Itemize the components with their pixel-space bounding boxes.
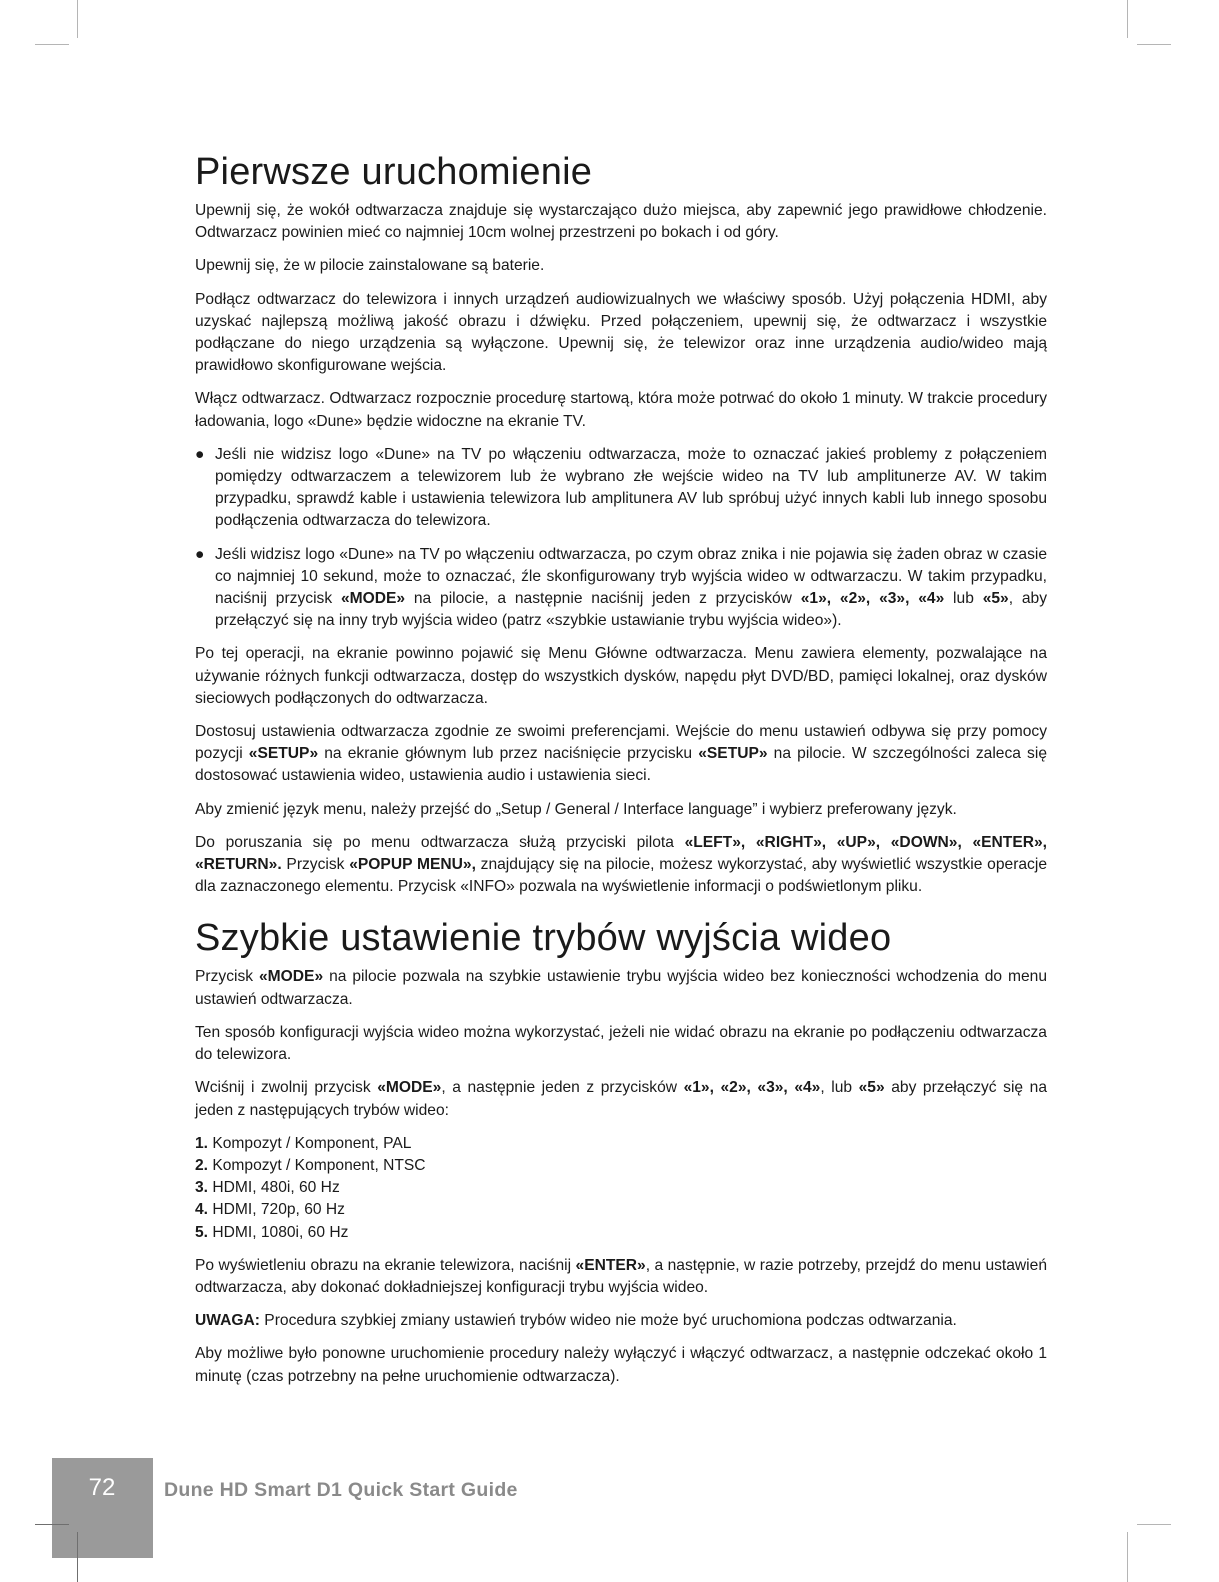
video-mode-list: [195, 1133, 1047, 1244]
paragraph: Podłącz odtwarzacz do telewizora i innych urządzeń audiowizualnych we właściwy sposób. Użyj połączenia HDMI, aby uzyskać najlepszą możliwą jakość obrazu i dźwięku. Przed połączeniem, upewnij się, że odtwarzacz i wszystkie podłączane do niego urządzenia są wyłączone. Upewnij się, że telewizor oraz inne urządzenia audio/wideo mają prawidłowo skonfigurowane wejścia.: [195, 290, 1047, 375]
crop-mark: [1127, 0, 1128, 38]
paragraph: Wciśnij i zwolnij przycisk «MODE», a następnie jeden z przycisków «1», «2», «3», «4», lub «5» aby przełączyć się na jeden z następujących trybów wideo:: [195, 1079, 1047, 1119]
paragraph: Do poruszania się po menu odtwarzacza służą przyciski pilota «LEFT», «RIGHT», «UP», «DOWN», «ENTER», «RETURN». Przycisk «POPUP MENU», znajdujący się na pilocie, możesz wykorzystać, aby wyświetlić wszystkie operacje dla zaznaczonego elementu. Przycisk «INFO» pozwala na wyświetlenie informacji o podświetlonym pliku.: [195, 833, 1048, 896]
paragraph: Ten sposób konfiguracji wyjścia wideo można wykorzystać, jeżeli nie widać obrazu na ekranie po podłączeniu odtwarzacza do telewizora.: [195, 1023, 1047, 1064]
crop-mark: [35, 44, 69, 45]
paragraph: Po tej operacji, na ekranie powinno pojawić się Menu Główne odtwarzacza. Menu zawiera elementy, pozwalające na używanie różnych funkcji odtwarzacza, dostęp do wszystkich dysków, napędu płyt DVD/BD, pamięci lokalnej, oraz dysków sieciowych podłączonych do odtwarzacza.: [195, 645, 1047, 707]
paragraph: Upewnij się, że w pilocie zainstalowane są baterie.: [195, 257, 545, 275]
list-item: 5. HDMI, 1080i, 60 Hz: [195, 1223, 349, 1241]
bullet-item: [195, 544, 1047, 633]
paragraph: Dostosuj ustawienia odtwarzacza zgodnie ze swoimi preferencjami. Wejście do menu ustawień odbywa się przy pomocy pozycji «SETUP» na ekranie głównym lub przez naciśnięcie przycisku «SETUP» na pilocie. W szczególności zaleca się dostosować ustawienia wideo, ustawienia audio i ustawienia sieci.: [195, 723, 1047, 785]
paragraph: Aby zmienić język menu, należy przejść do „Setup / General / Interface language” i wybierz preferowany język.: [195, 800, 957, 818]
page-number: 72: [88, 1474, 116, 1501]
bullet-text: Jeśli widzisz logo «Dune» na TV po włączeniu odtwarzacza, po czym obraz znika i nie pojawia się żaden obraz w czasie co najmniej 10 sekund, może to oznaczać, źle skonfigurowany tryb wyjścia wideo w odtwarzaczu. W takim przypadku, naciśnij przycisk «MODE» na pilocie, a następnie naciśnij jeden z przycisków «1», «2», «3», «4» lub «5», aby przełączyć się na inny tryb wyjścia wideo (patrz «szybkie ustawianie trybu wyjścia wideo»).: [215, 545, 1048, 630]
bullet-text: Jeśli nie widzisz logo «Dune» na TV po włączeniu odtwarzacza, może to oznaczać jakieś problemy z połączeniem pomiędzy odtwarzaczem a telewizorem lub że wybrano złe wejście wideo na TV lub amplitunerze AV. W takim przypadku, sprawdź kable i ustawienia telewizora lub amplitunera AV lub spróbuj użyć innych kabli lub innego sposobu podłączenia odtwarzacza do telewizora.: [215, 445, 1047, 530]
crop-mark: [1137, 1524, 1171, 1525]
crop-mark: [1127, 1532, 1128, 1582]
page-content: [195, 150, 1047, 1399]
list-item: 4. HDMI, 720p, 60 Hz: [195, 1201, 345, 1219]
note-paragraph: UWAGA: Procedura szybkiej zmiany ustawień trybów wideo nie może być uruchomiona podczas odtwarzania.: [195, 1312, 957, 1330]
crop-mark: [35, 1524, 69, 1525]
footer-title: Dune HD Smart D1 Quick Start Guide: [164, 1479, 518, 1501]
section-title-first-start: Pierwsze uruchomienie: [195, 151, 593, 193]
paragraph: Po wyświetleniu obrazu na ekranie telewizora, naciśnij «ENTER», a następnie, w razie potrzeby, przejdź do menu ustawień odtwarzacza, aby dokonać dokładniejszej konfiguracji trybu wyjścia wideo.: [195, 1256, 1047, 1296]
crop-mark: [77, 1532, 78, 1582]
bullet-icon: ●: [195, 445, 205, 463]
crop-mark: [1137, 44, 1171, 45]
list-item: 2. Kompozyt / Komponent, NTSC: [195, 1156, 426, 1174]
page-number-box: [52, 1458, 153, 1558]
crop-mark: [77, 0, 78, 38]
paragraph: Przycisk «MODE» na pilocie pozwala na szybkie ustawienie trybu wyjścia wideo bez konieczności wchodzenia do menu ustawień odtwarzacza.: [195, 968, 1048, 1008]
paragraph: Aby możliwe było ponowne uruchomienie procedury należy wyłączyć i włączyć odtwarzacz, a następnie odczekać około 1 minutę (czas potrzebny na pełne uruchomienie odtwarzacza).: [195, 1345, 1047, 1385]
bullet-icon: ●: [195, 545, 205, 563]
bullet-item: [195, 444, 1047, 533]
section-title-quick-video-mode: Szybkie ustawienie trybów wyjścia wideo: [195, 917, 892, 960]
paragraph: Włącz odtwarzacz. Odtwarzacz rozpocznie procedurę startową, która może potrwać do około 1 minuty. W trakcie procedury ładowania, logo «Dune» będzie widoczne na ekranie TV.: [195, 390, 1047, 430]
list-item: 3. HDMI, 480i, 60 Hz: [195, 1179, 340, 1197]
list-item: 1. Kompozyt / Komponent, PAL: [195, 1134, 412, 1152]
paragraph: Upewnij się, że wokół odtwarzacza znajduje się wystarczająco dużo miejsca, aby zapewnić jego prawidłowe chłodzenie. Odtwarzacz powinien mieć co najmniej 10cm wolnej przestrzeni po bokach i od góry.: [195, 202, 1047, 242]
